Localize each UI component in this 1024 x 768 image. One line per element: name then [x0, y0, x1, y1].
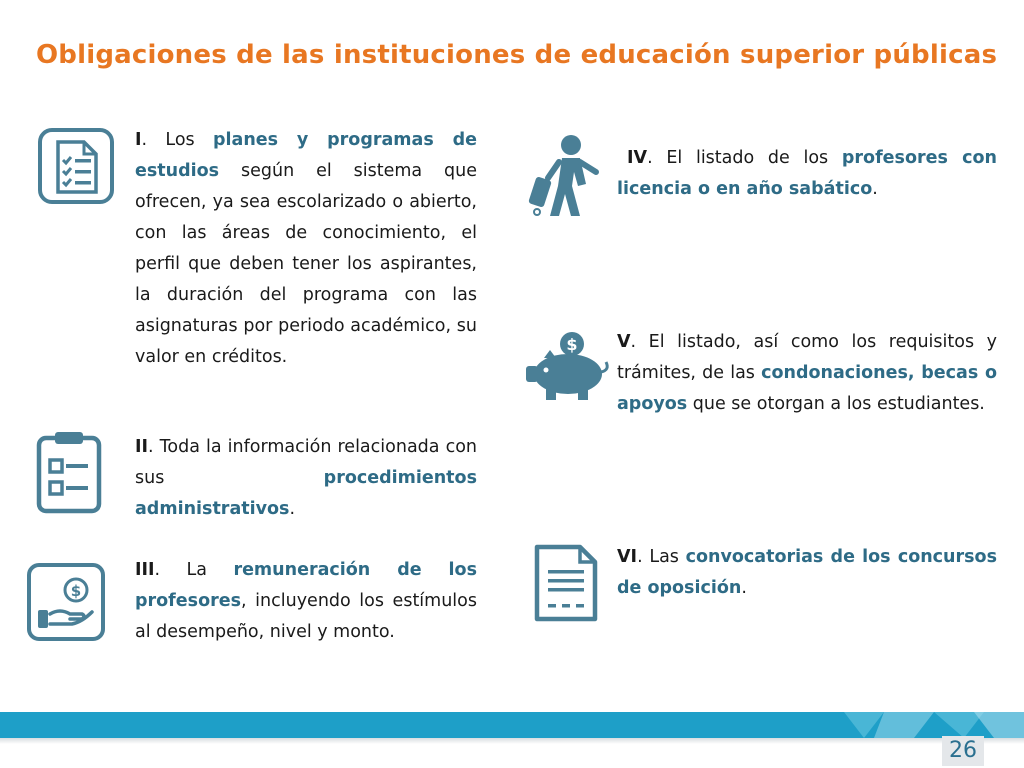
item-1-text: I. Los planes y programas de estudios según el sistema que ofrecen, ya sea escolarizado o abierto, con las áreas de conocimiento, el perfil que deben tener los aspirantes, la duración del programa con las asignaturas por periodo académico, su valor en créditos. [135, 130, 477, 367]
svg-text:$: $ [70, 582, 82, 600]
clipboard-icon [36, 430, 102, 514]
item-4-numeral: IV [627, 148, 648, 168]
item-4-text: IV. El listado de los profesores con licencia o en año sabático. [617, 148, 997, 199]
item-3-highlight: remuneración de los profesores [135, 560, 477, 611]
item-3-text: III. La remuneración de los profesores, incluyendo los estímulos al desempeño, nivel y monto. [135, 560, 477, 642]
hand-money-icon [26, 562, 106, 642]
item-5-text: V. El listado, así como los requisitos y trámites, de las condonaciones, becas o apoyos que se otorgan a los estudiantes. [617, 332, 997, 414]
item-5-highlight: condonaciones, becas o apoyos [617, 363, 997, 414]
svg-text:$: $ [566, 335, 578, 354]
item-5-numeral: V [617, 332, 631, 352]
item-2-numeral: II [135, 437, 149, 457]
item-1-highlight: planes y programas de estudios [135, 130, 477, 181]
piggy-bank-icon [526, 330, 612, 402]
item-2-text: II. Toda la información relacionada con sus procedimientos administrativos. [135, 437, 477, 519]
document-icon [534, 544, 598, 622]
page-title: Obligaciones de las instituciones de educación superior públicas [36, 40, 998, 70]
page-number: 26 [942, 736, 984, 766]
footer-decoration [824, 704, 1024, 748]
traveler-icon [528, 134, 604, 220]
checklist-document-icon [36, 126, 116, 206]
item-1-numeral: I [135, 130, 142, 150]
item-3-numeral: III [135, 560, 155, 580]
item-6-text: VI. Las convocatorias de los concursos de oposición. [617, 547, 997, 598]
item-6-numeral: VI [617, 547, 638, 567]
item-2-highlight: procedimientos administrativos [135, 468, 477, 519]
item-6-highlight: convocatorias de los concursos de oposición [617, 547, 997, 598]
item-4-highlight: profesores con licencia o en año sabático [617, 148, 997, 199]
